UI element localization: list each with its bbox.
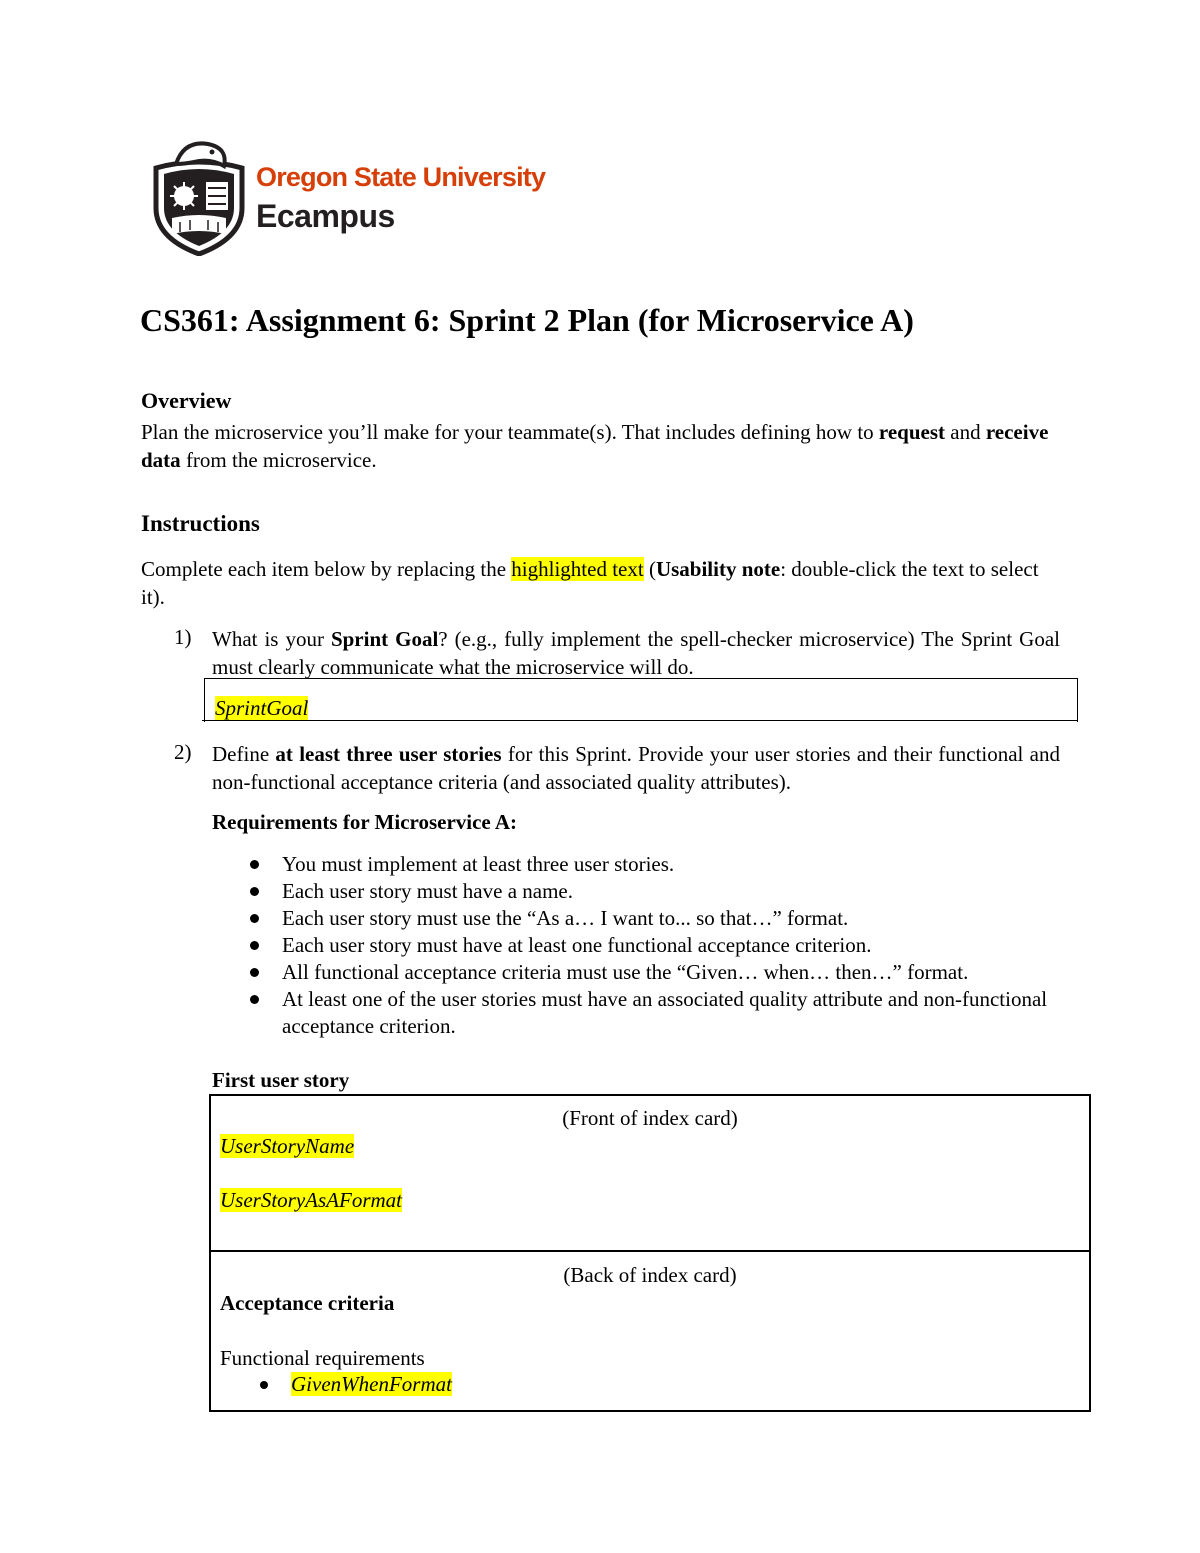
sprint-goal-placeholder[interactable]: SprintGoal	[215, 696, 309, 720]
sprint-goal-underline	[202, 720, 1078, 721]
question-2-number: 2)	[174, 740, 192, 764]
university-name: Oregon State University	[256, 162, 546, 192]
card-front-label: (Front of index card)	[562, 1106, 738, 1130]
list-item: You must implement at least three user stories.	[246, 851, 1066, 878]
overview-paragraph: Plan the microservice you’ll make for your teammate(s). That includes defining how to request and receive data from the microservice.	[141, 420, 1049, 472]
instructions-heading: Instructions	[141, 511, 260, 536]
sprint-goal-answer-box[interactable]	[204, 678, 1078, 722]
card-divider	[209, 1250, 1090, 1252]
list-item: Each user story must have at least one functional acceptance criterion.	[246, 932, 1066, 959]
list-item: Each user story must use the “As a… I want to... so that…” format.	[246, 905, 1066, 932]
given-when-placeholder[interactable]: GivenWhenFormat	[291, 1372, 452, 1396]
first-user-story-heading: First user story	[212, 1068, 350, 1092]
list-item: All functional acceptance criteria must use the “Given… when… then…” format.	[246, 959, 1066, 986]
osu-beaver-seal-icon	[150, 138, 248, 256]
overview-heading: Overview	[141, 388, 232, 413]
user-story-name-placeholder[interactable]: UserStoryName	[220, 1134, 355, 1158]
page-title: CS361: Assignment 6: Sprint 2 Plan (for Microservice A)	[140, 302, 914, 338]
instructions-paragraph: Complete each item below by replacing the highlighted text (Usability note: double-click the text to select it).	[141, 557, 1039, 609]
requirements-heading: Requirements for Microservice A:	[212, 810, 517, 834]
ecampus-name: Ecampus	[256, 198, 395, 234]
list-item: At least one of the user stories must have an associated quality attribute and non-functional acceptance criterion.	[246, 986, 1066, 1040]
user-story-format-placeholder[interactable]: UserStoryAsAFormat	[220, 1188, 402, 1212]
bullet-icon	[260, 1381, 268, 1389]
acceptance-criteria-heading: Acceptance criteria	[220, 1291, 395, 1315]
question-1-text: What is your Sprint Goal? (e.g., fully implement the spell-checker microservice) The Sprint Goal must clearly communicate what the microservice will do.	[212, 627, 1060, 679]
card-back-label: (Back of index card)	[563, 1263, 737, 1287]
osu-ecampus-logo	[150, 138, 550, 258]
highlighted-text-sample: highlighted text	[511, 557, 644, 581]
functional-requirements-label: Functional requirements	[220, 1346, 425, 1370]
question-1-number: 1)	[174, 625, 192, 649]
question-2-text: Define at least three user stories for this Sprint. Provide your user stories and their functional and non-functional acceptance criteria (and associated quality attributes).	[212, 742, 1060, 794]
list-item: Each user story must have a name.	[246, 878, 1066, 905]
requirements-list	[246, 851, 1066, 1040]
